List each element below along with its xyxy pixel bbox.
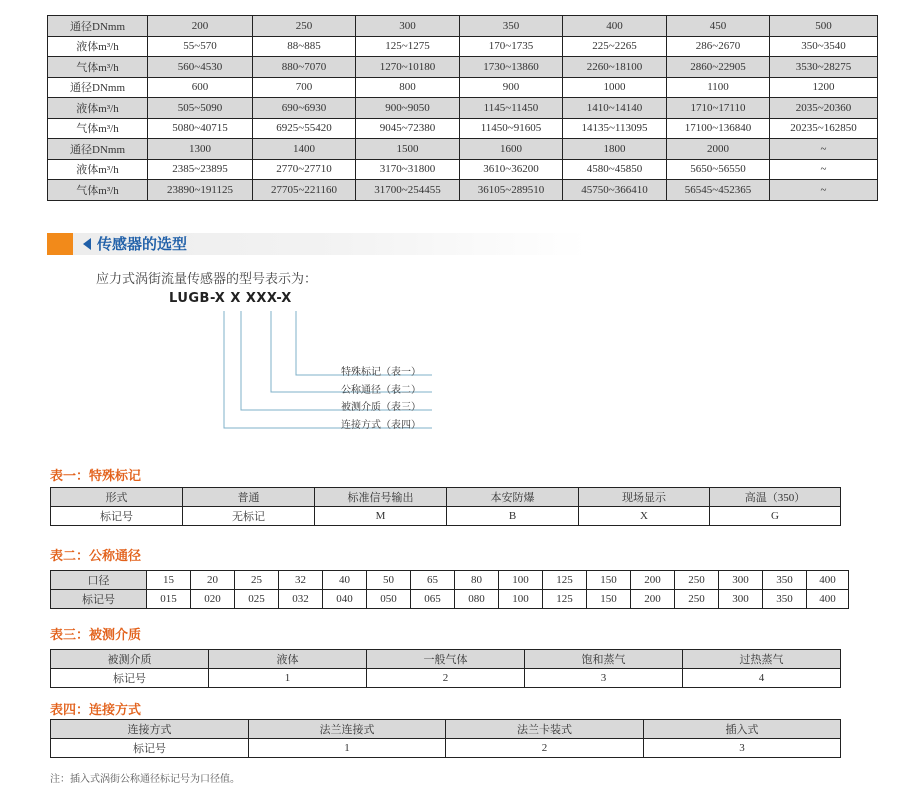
flow-table-cell: 700 [253, 77, 356, 98]
flow-table-cell: 350 [460, 16, 563, 37]
flow-table-cell: 450 [667, 16, 770, 37]
flow-table-cell: 2770~27710 [253, 159, 356, 180]
table1-row-label: 标记号 [51, 507, 183, 526]
table2-cell: 80 [455, 571, 499, 590]
flow-table-cell: 45750~366410 [563, 180, 667, 201]
table2-cell: 350 [763, 571, 807, 590]
flow-table-row-label: 通径DNmm [48, 16, 148, 37]
table2-cell: 400 [807, 590, 849, 609]
table4-cell: 2 [446, 739, 644, 758]
model-code: LUGB-X X XXX-X [169, 291, 292, 306]
flow-table-row-label: 液体m³/h [48, 98, 148, 119]
table1-cell: B [447, 507, 579, 526]
table2-cell: 150 [587, 571, 631, 590]
table1-cell: 标准信号输出 [315, 488, 447, 507]
table2-cell: 32 [279, 571, 323, 590]
table2-cell: 015 [147, 590, 191, 609]
flow-table-cell: 1710~17110 [667, 98, 770, 119]
table1-cell: M [315, 507, 447, 526]
flow-table-cell: 560~4530 [148, 57, 253, 78]
flow-table-cell: 1100 [667, 77, 770, 98]
table3-cell: 饱和蒸气 [525, 650, 683, 669]
flow-table-cell: 3530~28275 [770, 57, 878, 78]
flow-table-row-label: 气体m³/h [48, 118, 148, 139]
table2-cell: 250 [675, 571, 719, 590]
table2-cell: 020 [191, 590, 235, 609]
flow-table-row-label: 通径DNmm [48, 139, 148, 160]
table4-cell: 1 [249, 739, 446, 758]
flow-table-cell: 2860~22905 [667, 57, 770, 78]
table1-cell: 本安防爆 [447, 488, 579, 507]
flow-table-row-label: 液体m³/h [48, 159, 148, 180]
legend-medium: 被测介质（表三） [341, 402, 421, 413]
table2-cell: 150 [587, 590, 631, 609]
table3-cell: 3 [525, 669, 683, 688]
table4-title: 表四：连接方式 [50, 703, 142, 718]
model-intro-text: 应力式涡街流量传感器的型号表示为： [96, 272, 318, 287]
table2-cell: 250 [675, 590, 719, 609]
table2-cell: 200 [631, 571, 675, 590]
table3-cell: 液体 [209, 650, 367, 669]
table3-row [51, 650, 841, 669]
table4-row-label: 标记号 [51, 739, 249, 758]
table2-cell: 100 [499, 571, 543, 590]
footnote: 注：插入式涡街公称通径标记号为口径值。 [50, 774, 240, 785]
flow-table-cell: 6925~55420 [253, 118, 356, 139]
table2-cell: 200 [631, 590, 675, 609]
legend-connection: 连接方式（表四） [341, 420, 421, 431]
flow-table-cell: 250 [253, 16, 356, 37]
flow-table-cell: 1300 [148, 139, 253, 160]
table2-cell: 025 [235, 590, 279, 609]
flow-table-cell: 800 [356, 77, 460, 98]
flow-table-cell: 1600 [460, 139, 563, 160]
table3-medium [50, 649, 841, 688]
table4-cell: 3 [644, 739, 841, 758]
section-title: 传感器的选型 [97, 235, 188, 253]
flow-table-cell: 1800 [563, 139, 667, 160]
flow-table-cell: ~ [770, 159, 878, 180]
table2-cell: 125 [543, 571, 587, 590]
flow-table-row-label: 气体m³/h [48, 180, 148, 201]
table2-nominal-diameter [50, 570, 849, 609]
table2-cell: 125 [543, 590, 587, 609]
table3-row-label: 被测介质 [51, 650, 209, 669]
flow-table-cell: 1145~11450 [460, 98, 563, 119]
flow-table-cell: 27705~221160 [253, 180, 356, 201]
table2-cell: 65 [411, 571, 455, 590]
flow-table-cell: ~ [770, 139, 878, 160]
flow-table-cell: 300 [356, 16, 460, 37]
flow-table-cell: 31700~254455 [356, 180, 460, 201]
flow-table-cell: 2035~20360 [770, 98, 878, 119]
flow-table-cell: 11450~91605 [460, 118, 563, 139]
flow-table-cell: 505~5090 [148, 98, 253, 119]
table2-cell: 15 [147, 571, 191, 590]
table2-row-label: 标记号 [51, 590, 147, 609]
legend-special-mark: 特殊标记（表一） [341, 367, 421, 378]
flow-table-cell: 23890~191125 [148, 180, 253, 201]
table2-cell: 080 [455, 590, 499, 609]
flow-table-cell: 200 [148, 16, 253, 37]
table1-special-mark [50, 487, 841, 526]
table2-row-label: 口径 [51, 571, 147, 590]
table1-cell: G [710, 507, 841, 526]
flow-table-cell: 17100~136840 [667, 118, 770, 139]
table3-cell: 4 [683, 669, 841, 688]
flow-table-cell: 1410~14140 [563, 98, 667, 119]
table3-cell: 过热蒸气 [683, 650, 841, 669]
flow-table-row-label: 气体m³/h [48, 57, 148, 78]
table4-row-label: 连接方式 [51, 720, 249, 739]
legend-nominal-diameter: 公称通径（表二） [341, 385, 421, 396]
table3-cell: 2 [367, 669, 525, 688]
flow-table-cell: 56545~452365 [667, 180, 770, 201]
table1-row-label: 形式 [51, 488, 183, 507]
table2-title: 表二：公称通径 [50, 549, 142, 564]
flow-table-cell: 170~1735 [460, 36, 563, 57]
flow-table-cell: 125~1275 [356, 36, 460, 57]
flow-table-cell: 350~3540 [770, 36, 878, 57]
flow-table-cell: 690~6930 [253, 98, 356, 119]
flow-table-cell: 900 [460, 77, 563, 98]
flow-table-cell: 1270~10180 [356, 57, 460, 78]
flow-table-cell: 600 [148, 77, 253, 98]
table2-cell: 20 [191, 571, 235, 590]
flow-table-cell: 55~570 [148, 36, 253, 57]
flow-table-cell: 9045~72380 [356, 118, 460, 139]
table3-cell: 1 [209, 669, 367, 688]
table2-row [51, 590, 849, 609]
table3-title: 表三：被测介质 [50, 628, 142, 643]
flow-table-cell: ~ [770, 180, 878, 201]
table4-cell: 法兰连接式 [249, 720, 446, 739]
table4-row [51, 720, 841, 739]
flow-table-cell: 2385~23895 [148, 159, 253, 180]
table1-title: 表一：特殊标记 [50, 469, 142, 484]
table4-cell: 法兰卡装式 [446, 720, 644, 739]
table1-cell: 高温（350） [710, 488, 841, 507]
table2-cell: 40 [323, 571, 367, 590]
connector-line-diameter [271, 311, 432, 392]
flow-table-cell: 1000 [563, 77, 667, 98]
flow-table-cell: 2260~18100 [563, 57, 667, 78]
flow-table-cell: 1400 [253, 139, 356, 160]
table3-cell: 一般气体 [367, 650, 525, 669]
flow-table-cell: 225~2265 [563, 36, 667, 57]
table2-cell: 350 [763, 590, 807, 609]
flow-table-cell: 88~885 [253, 36, 356, 57]
table1-cell: X [579, 507, 710, 526]
table1-cell: 现场显示 [579, 488, 710, 507]
flow-table-cell: 1730~13860 [460, 57, 563, 78]
flow-table-cell: 900~9050 [356, 98, 460, 119]
flow-table-cell: 5080~40715 [148, 118, 253, 139]
flow-table-cell: 3610~36200 [460, 159, 563, 180]
table2-cell: 300 [719, 571, 763, 590]
table3-row [51, 669, 841, 688]
flow-table-row-label: 通径DNmm [48, 77, 148, 98]
table1-row [51, 488, 841, 507]
table1-row [51, 507, 841, 526]
flow-table-cell: 5650~56550 [667, 159, 770, 180]
flow-table-cell: 36105~289510 [460, 180, 563, 201]
table2-cell: 300 [719, 590, 763, 609]
table2-cell: 25 [235, 571, 279, 590]
flow-table-row-label: 液体m³/h [48, 36, 148, 57]
table2-cell: 100 [499, 590, 543, 609]
table1-cell: 无标记 [183, 507, 315, 526]
flow-table-cell: 880~7070 [253, 57, 356, 78]
flow-table-cell: 1500 [356, 139, 460, 160]
table4-row [51, 739, 841, 758]
table1-cell: 普通 [183, 488, 315, 507]
flow-table-cell: 400 [563, 16, 667, 37]
flow-table-cell: 286~2670 [667, 36, 770, 57]
flow-table-cell: 3170~31800 [356, 159, 460, 180]
flow-table-cell: 500 [770, 16, 878, 37]
table4-cell: 插入式 [644, 720, 841, 739]
table2-cell: 50 [367, 571, 411, 590]
flow-table-cell: 20235~162850 [770, 118, 878, 139]
table2-cell: 050 [367, 590, 411, 609]
flow-table-cell: 14135~113095 [563, 118, 667, 139]
flow-table-cell: 2000 [667, 139, 770, 160]
table2-cell: 400 [807, 571, 849, 590]
table2-cell: 040 [323, 590, 367, 609]
table2-cell: 065 [411, 590, 455, 609]
flow-table-cell: 1200 [770, 77, 878, 98]
table2-cell: 032 [279, 590, 323, 609]
table4-connection [50, 719, 841, 758]
flow-table-cell: 4580~45850 [563, 159, 667, 180]
table3-row-label: 标记号 [51, 669, 209, 688]
table2-row [51, 571, 849, 590]
